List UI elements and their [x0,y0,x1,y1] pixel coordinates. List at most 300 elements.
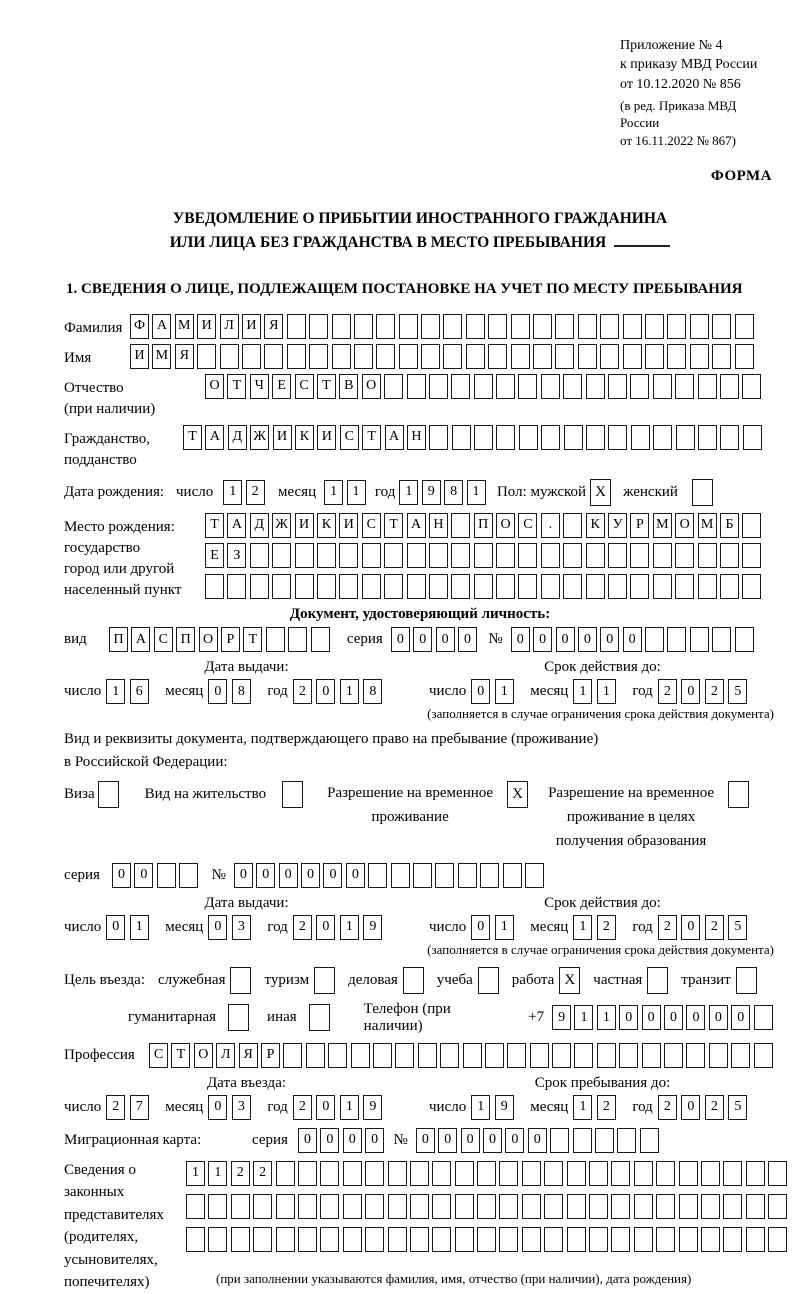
char-box[interactable]: Л [216,1043,235,1068]
char-box[interactable] [679,1161,698,1186]
char-box[interactable] [567,1194,586,1219]
char-box[interactable] [723,1194,742,1219]
char-box[interactable]: А [205,425,224,450]
char-box[interactable] [735,344,754,369]
char-box[interactable]: 1 [467,480,486,505]
char-box[interactable]: 0 [316,679,335,704]
char-box[interactable]: А [152,314,171,339]
char-box[interactable] [443,314,462,339]
char-box[interactable]: Т [227,374,246,399]
char-box[interactable]: 2 [658,1095,677,1120]
char-box[interactable] [743,425,762,450]
char-box[interactable] [451,513,470,538]
char-box[interactable]: 6 [130,679,149,704]
char-box[interactable] [667,344,686,369]
purpose-humanitarian-checkbox[interactable] [228,1004,249,1031]
char-box[interactable]: 0 [731,1005,750,1030]
char-box[interactable] [242,344,261,369]
doc-issue-year-input[interactable] [293,679,387,704]
char-box[interactable] [522,1161,541,1186]
char-box[interactable] [768,1161,787,1186]
doc-issue-day-input[interactable] [106,679,153,704]
sex-male-checkbox[interactable]: X [590,479,611,506]
char-box[interactable]: О [205,374,224,399]
char-box[interactable]: 2 [293,1095,312,1120]
char-box[interactable]: П [109,627,128,652]
char-box[interactable] [264,344,283,369]
char-box[interactable] [496,543,515,568]
purpose-transit-checkbox[interactable] [736,967,757,994]
char-box[interactable] [676,425,695,450]
entry-day-input[interactable] [106,1095,153,1120]
char-box[interactable] [578,314,597,339]
char-box[interactable]: 0 [686,1005,705,1030]
char-box[interactable]: С [154,627,173,652]
char-box[interactable] [735,314,754,339]
char-box[interactable] [474,574,493,599]
char-box[interactable]: Я [175,344,194,369]
char-box[interactable]: Ф [130,314,149,339]
char-box[interactable] [746,1227,765,1252]
char-box[interactable]: 0 [528,1128,547,1153]
char-box[interactable] [410,1161,429,1186]
char-box[interactable] [451,374,470,399]
char-box[interactable]: 0 [709,1005,728,1030]
char-box[interactable] [197,344,216,369]
purpose-private-checkbox[interactable] [647,967,668,994]
birth-month-input[interactable] [324,480,369,505]
char-box[interactable] [343,1194,362,1219]
char-box[interactable]: 2 [705,679,724,704]
char-box[interactable]: 2 [597,915,616,940]
char-box[interactable] [496,574,515,599]
representatives-line1-input[interactable] [186,1161,791,1186]
char-box[interactable] [653,374,672,399]
char-box[interactable] [328,1043,347,1068]
char-box[interactable] [690,344,709,369]
char-box[interactable] [574,1043,593,1068]
char-box[interactable]: Е [205,543,224,568]
temp-permit-checkbox[interactable]: X [507,781,528,808]
char-box[interactable] [507,1043,526,1068]
char-box[interactable]: 1 [130,915,149,940]
char-box[interactable] [709,1043,728,1068]
profession-input[interactable] [149,1043,776,1068]
char-box[interactable] [306,1043,325,1068]
char-box[interactable] [287,314,306,339]
char-box[interactable]: И [242,314,261,339]
char-box[interactable] [354,344,373,369]
char-box[interactable]: 1 [223,480,242,505]
char-box[interactable] [295,543,314,568]
char-box[interactable] [373,1043,392,1068]
char-box[interactable] [298,1194,317,1219]
char-box[interactable] [519,425,538,450]
char-box[interactable] [354,314,373,339]
char-box[interactable] [735,627,754,652]
sex-female-checkbox[interactable] [692,479,713,506]
char-box[interactable]: 1 [573,915,592,940]
char-box[interactable]: Р [221,627,240,652]
char-box[interactable]: А [385,425,404,450]
char-box[interactable]: Ч [250,374,269,399]
char-box[interactable]: М [698,513,717,538]
char-box[interactable] [563,513,582,538]
char-box[interactable]: 0 [391,627,410,652]
doc-number-input[interactable] [511,627,757,652]
char-box[interactable]: Л [220,314,239,339]
char-box[interactable] [295,574,314,599]
char-box[interactable]: 7 [130,1095,149,1120]
phone-input[interactable] [552,1005,776,1030]
char-box[interactable] [485,1043,504,1068]
stay-until-month-input[interactable] [573,1095,620,1120]
char-box[interactable] [589,1161,608,1186]
char-box[interactable] [555,344,574,369]
char-box[interactable] [608,374,627,399]
char-box[interactable] [567,1227,586,1252]
char-box[interactable]: 1 [471,1095,490,1120]
char-box[interactable] [463,1043,482,1068]
char-box[interactable] [388,1227,407,1252]
doc-expiry-day-input[interactable] [471,679,518,704]
char-box[interactable] [645,314,664,339]
char-box[interactable]: М [175,314,194,339]
char-box[interactable] [432,1161,451,1186]
char-box[interactable] [631,425,650,450]
char-box[interactable]: И [130,344,149,369]
char-box[interactable] [690,627,709,652]
char-box[interactable]: 0 [365,1128,384,1153]
char-box[interactable] [611,1161,630,1186]
char-box[interactable]: 0 [343,1128,362,1153]
char-box[interactable] [667,314,686,339]
char-box[interactable] [332,314,351,339]
char-box[interactable] [499,1161,518,1186]
char-box[interactable]: 1 [340,1095,359,1120]
char-box[interactable]: 2 [246,480,265,505]
char-box[interactable]: Р [630,513,649,538]
char-box[interactable]: Т [317,374,336,399]
char-box[interactable] [452,425,471,450]
char-box[interactable]: И [295,513,314,538]
char-box[interactable]: 0 [681,679,700,704]
char-box[interactable] [429,574,448,599]
char-box[interactable]: Т [171,1043,190,1068]
char-box[interactable] [451,574,470,599]
char-box[interactable]: И [273,425,292,450]
char-box[interactable]: 2 [705,1095,724,1120]
char-box[interactable] [656,1161,675,1186]
char-box[interactable] [563,543,582,568]
char-box[interactable] [518,574,537,599]
char-box[interactable]: 9 [552,1005,571,1030]
char-box[interactable] [488,314,507,339]
char-box[interactable]: Т [243,627,262,652]
char-box[interactable] [754,1005,773,1030]
char-box[interactable]: 1 [399,480,418,505]
char-box[interactable] [407,574,426,599]
char-box[interactable] [586,425,605,450]
birthplace-line3-input[interactable] [205,574,765,599]
char-box[interactable] [220,344,239,369]
char-box[interactable] [720,574,739,599]
char-box[interactable]: С [295,374,314,399]
char-box[interactable] [376,314,395,339]
char-box[interactable] [511,344,530,369]
char-box[interactable]: Т [362,425,381,450]
char-box[interactable]: 1 [597,679,616,704]
char-box[interactable] [186,1227,205,1252]
char-box[interactable]: С [518,513,537,538]
char-box[interactable] [541,543,560,568]
char-box[interactable]: Т [384,513,403,538]
char-box[interactable]: 2 [231,1161,250,1186]
char-box[interactable] [642,1043,661,1068]
char-box[interactable]: Ж [250,425,269,450]
char-box[interactable] [586,543,605,568]
migration-number-input[interactable] [416,1128,662,1153]
char-box[interactable] [630,374,649,399]
char-box[interactable] [157,863,176,888]
char-box[interactable] [608,543,627,568]
char-box[interactable] [679,1194,698,1219]
char-box[interactable] [623,344,642,369]
stay-until-day-input[interactable] [471,1095,518,1120]
char-box[interactable]: 0 [316,915,335,940]
char-box[interactable]: 0 [458,627,477,652]
char-box[interactable]: 1 [573,679,592,704]
doc-expiry-month-input[interactable] [573,679,620,704]
char-box[interactable] [283,1043,302,1068]
char-box[interactable] [365,1194,384,1219]
char-box[interactable] [496,425,515,450]
char-box[interactable] [339,574,358,599]
char-box[interactable]: 1 [324,480,343,505]
char-box[interactable] [589,1194,608,1219]
char-box[interactable]: К [586,513,605,538]
char-box[interactable]: 8 [363,679,382,704]
char-box[interactable] [653,543,672,568]
char-box[interactable]: 2 [658,915,677,940]
char-box[interactable] [272,574,291,599]
char-box[interactable]: 0 [511,627,530,652]
char-box[interactable] [458,863,477,888]
char-box[interactable] [388,1194,407,1219]
char-box[interactable]: Т [183,425,202,450]
char-box[interactable]: 2 [705,915,724,940]
char-box[interactable] [656,1227,675,1252]
char-box[interactable] [533,314,552,339]
char-box[interactable] [653,574,672,599]
char-box[interactable] [496,374,515,399]
char-box[interactable] [768,1227,787,1252]
char-box[interactable] [586,574,605,599]
char-box[interactable]: 1 [208,1161,227,1186]
char-box[interactable]: Д [228,425,247,450]
char-box[interactable] [477,1194,496,1219]
char-box[interactable] [630,543,649,568]
char-box[interactable]: С [340,425,359,450]
char-box[interactable]: 9 [363,1095,382,1120]
char-box[interactable] [343,1227,362,1252]
char-box[interactable] [399,344,418,369]
char-box[interactable] [690,314,709,339]
char-box[interactable] [698,574,717,599]
char-box[interactable]: Я [239,1043,258,1068]
char-box[interactable]: И [197,314,216,339]
char-box[interactable] [421,314,440,339]
char-box[interactable] [675,374,694,399]
char-box[interactable] [653,425,672,450]
char-box[interactable] [455,1227,474,1252]
char-box[interactable] [608,574,627,599]
char-box[interactable]: С [362,513,381,538]
purpose-work-checkbox[interactable]: X [559,967,580,994]
doc-expiry-year-input[interactable] [658,679,752,704]
char-box[interactable]: 0 [208,915,227,940]
char-box[interactable]: 0 [112,863,131,888]
char-box[interactable]: 3 [232,915,251,940]
char-box[interactable] [701,1161,720,1186]
rvp-expiry-month-input[interactable] [573,915,620,940]
purpose-study-checkbox[interactable] [478,967,499,994]
char-box[interactable] [384,574,403,599]
doc-series-input[interactable] [391,627,481,652]
char-box[interactable] [435,863,454,888]
char-box[interactable]: Р [261,1043,280,1068]
char-box[interactable] [589,1227,608,1252]
char-box[interactable] [586,374,605,399]
char-box[interactable] [309,344,328,369]
birth-day-input[interactable] [223,480,268,505]
char-box[interactable] [205,574,224,599]
char-box[interactable]: 9 [363,915,382,940]
char-box[interactable] [541,425,560,450]
char-box[interactable]: 0 [279,863,298,888]
birthplace-line2-input[interactable] [205,543,765,568]
char-box[interactable] [701,1194,720,1219]
char-box[interactable]: 1 [495,679,514,704]
char-box[interactable] [477,1227,496,1252]
char-box[interactable] [720,374,739,399]
char-box[interactable] [317,543,336,568]
char-box[interactable]: 2 [253,1161,272,1186]
entry-month-input[interactable] [208,1095,255,1120]
char-box[interactable] [391,863,410,888]
char-box[interactable]: О [362,374,381,399]
char-box[interactable] [544,1161,563,1186]
char-box[interactable]: 2 [293,915,312,940]
char-box[interactable]: О [199,627,218,652]
char-box[interactable] [573,1128,592,1153]
char-box[interactable]: 0 [483,1128,502,1153]
char-box[interactable]: 0 [533,627,552,652]
char-box[interactable] [432,1194,451,1219]
char-box[interactable] [376,344,395,369]
char-box[interactable]: 0 [664,1005,683,1030]
char-box[interactable]: 1 [495,915,514,940]
char-box[interactable] [675,543,694,568]
char-box[interactable] [480,863,499,888]
char-box[interactable] [320,1227,339,1252]
char-box[interactable] [443,344,462,369]
birth-year-input[interactable] [399,480,489,505]
char-box[interactable] [365,1161,384,1186]
char-box[interactable]: З [227,543,246,568]
char-box[interactable]: С [149,1043,168,1068]
char-box[interactable]: 0 [681,1095,700,1120]
char-box[interactable] [541,574,560,599]
char-box[interactable]: И [317,425,336,450]
char-box[interactable]: У [608,513,627,538]
char-box[interactable]: О [675,513,694,538]
char-box[interactable] [276,1161,295,1186]
char-box[interactable] [578,344,597,369]
char-box[interactable] [298,1161,317,1186]
char-box[interactable]: 1 [573,1095,592,1120]
char-box[interactable] [272,543,291,568]
char-box[interactable] [698,374,717,399]
entry-year-input[interactable] [293,1095,387,1120]
char-box[interactable]: 0 [208,1095,227,1120]
char-box[interactable] [712,344,731,369]
char-box[interactable] [440,1043,459,1068]
purpose-business-checkbox[interactable] [403,967,424,994]
char-box[interactable] [499,1194,518,1219]
char-box[interactable]: 0 [505,1128,524,1153]
char-box[interactable] [477,1161,496,1186]
char-box[interactable] [455,1161,474,1186]
char-box[interactable] [712,627,731,652]
char-box[interactable] [474,543,493,568]
char-box[interactable] [429,543,448,568]
char-box[interactable] [754,1043,773,1068]
char-box[interactable] [413,863,432,888]
char-box[interactable] [343,1161,362,1186]
char-box[interactable]: О [496,513,515,538]
char-box[interactable]: М [152,344,171,369]
char-box[interactable] [555,314,574,339]
migration-series-input[interactable] [298,1128,388,1153]
char-box[interactable] [533,344,552,369]
purpose-official-checkbox[interactable] [230,967,251,994]
char-box[interactable]: И [339,513,358,538]
char-box[interactable] [623,314,642,339]
char-box[interactable]: 0 [208,679,227,704]
char-box[interactable]: 5 [728,915,747,940]
char-box[interactable] [365,1227,384,1252]
char-box[interactable]: Д [250,513,269,538]
char-box[interactable] [701,1227,720,1252]
char-box[interactable] [362,543,381,568]
char-box[interactable] [253,1227,272,1252]
doc-issue-month-input[interactable] [208,679,255,704]
char-box[interactable]: 1 [597,1005,616,1030]
char-box[interactable] [617,1128,636,1153]
rvp-issue-month-input[interactable] [208,915,255,940]
representatives-line3-input[interactable] [186,1227,791,1252]
char-box[interactable] [619,1043,638,1068]
char-box[interactable]: 0 [642,1005,661,1030]
char-box[interactable] [541,374,560,399]
char-box[interactable]: Я [264,314,283,339]
char-box[interactable] [488,344,507,369]
char-box[interactable]: 0 [256,863,275,888]
char-box[interactable] [645,627,664,652]
char-box[interactable]: 8 [444,480,463,505]
char-box[interactable] [429,374,448,399]
